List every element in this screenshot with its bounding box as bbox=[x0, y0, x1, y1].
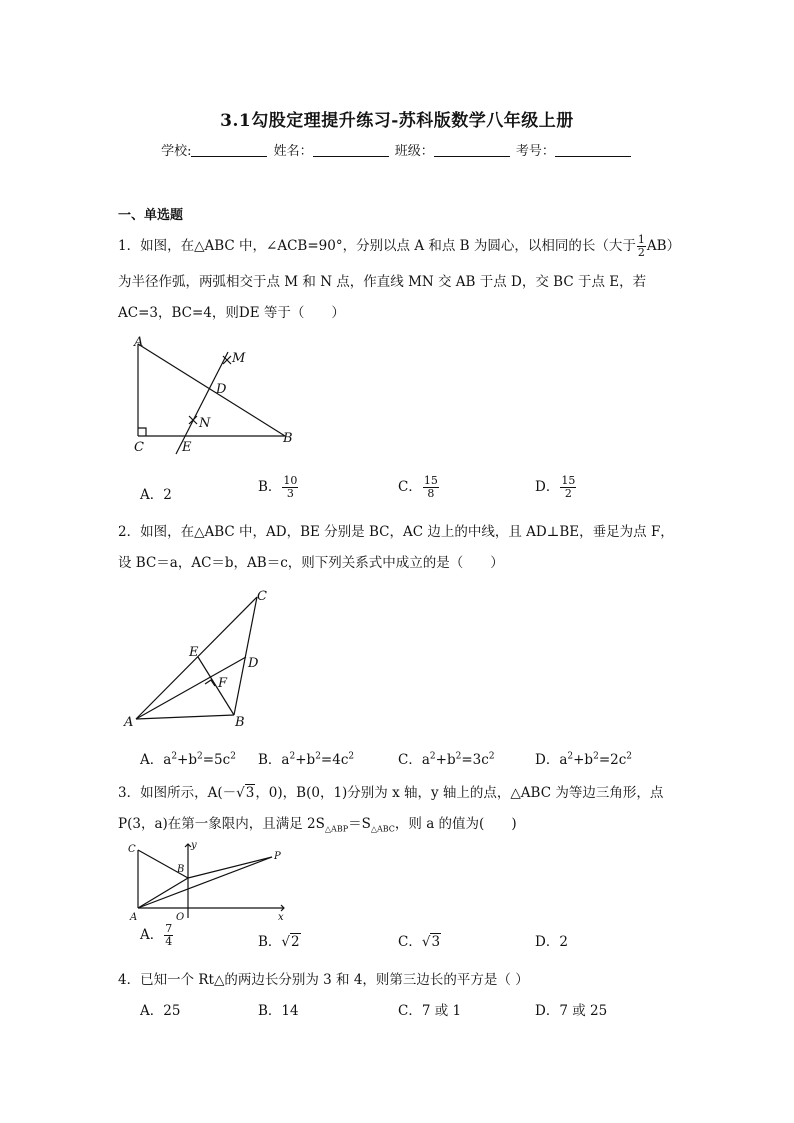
class-blank[interactable] bbox=[434, 144, 510, 157]
q3-line1-part-b: ，0)，B(0，1)分别为 x 轴，y 轴上的点，△ABC 为等边三角形，点 bbox=[255, 785, 664, 801]
q1-side-ab bbox=[138, 344, 285, 436]
q2-option-d-prefix: D． bbox=[535, 752, 560, 768]
q3-label-p: P bbox=[274, 851, 281, 862]
q2-option-a-exp1: 2 bbox=[171, 751, 178, 762]
q2-option-a-exp3: 2 bbox=[230, 751, 236, 762]
q1-option-c[interactable] bbox=[398, 475, 440, 500]
q1-option-c-prefix: C． bbox=[398, 479, 422, 495]
q2-median-be bbox=[198, 657, 234, 715]
q3-option-d[interactable] bbox=[535, 930, 568, 950]
q3-label-y: y bbox=[191, 840, 197, 851]
q3-line1 bbox=[118, 781, 663, 801]
q2-option-a-exp2: 2 bbox=[197, 751, 203, 762]
q3-option-d-value: 2 bbox=[559, 934, 568, 950]
q1-arc-mark-n bbox=[189, 416, 197, 424]
q3-line2-sub-abc: △ABC bbox=[370, 824, 395, 834]
q2-label-e: E bbox=[189, 645, 199, 660]
name-blank[interactable] bbox=[313, 144, 389, 157]
q2-line2: 设 BC＝a，AC＝b，AB＝c，则下列关系式中成立的是（ ） bbox=[118, 555, 504, 571]
q2-option-d-base: a bbox=[559, 752, 568, 768]
exam-no-label: 考号： bbox=[515, 144, 555, 159]
q3-line1-part-a: 3．如图所示，A(－ bbox=[118, 785, 237, 801]
q3-sqrt3-radicand: 3 bbox=[245, 785, 255, 801]
q1-line1 bbox=[118, 234, 680, 259]
q2-option-a[interactable] bbox=[140, 748, 236, 768]
q2-option-a-mid: +b bbox=[177, 752, 198, 768]
q4-option-b-value: 14 bbox=[281, 1003, 299, 1019]
q2-figure bbox=[120, 585, 280, 731]
q2-option-c-prefix: C． bbox=[398, 752, 422, 768]
q1-frac-num: 1 bbox=[637, 233, 645, 246]
q1-option-a[interactable] bbox=[140, 483, 172, 503]
q2-median-ad bbox=[136, 657, 246, 719]
q1-option-a-value: 2 bbox=[163, 487, 172, 503]
q2-option-d-mid: +b bbox=[573, 752, 594, 768]
q1-line3: AC=3，BC=4，则DE 等于（ ） bbox=[118, 305, 345, 321]
q1-label-c: C bbox=[134, 440, 144, 455]
q1-option-c-den: 8 bbox=[427, 487, 435, 500]
q2-option-b-mid: +b bbox=[295, 752, 316, 768]
q3-option-d-prefix: D． bbox=[535, 934, 560, 950]
q2-option-c-base: a bbox=[421, 752, 430, 768]
q3-option-c-sqrt: √3 bbox=[421, 934, 441, 950]
q1-option-a-prefix: A． bbox=[140, 487, 164, 503]
q3-line2-sub-abp: △ABP bbox=[324, 824, 349, 834]
q2-label-c: C bbox=[257, 589, 267, 604]
q3-line2-part-b: ＝S bbox=[348, 816, 371, 832]
q3-label-c: C bbox=[128, 844, 136, 855]
q2-line1: 2．如图，在△ABC 中，AD，BE 分别是 BC，AC 边上的中线，且 AD⊥BE，垂足为点 F， bbox=[118, 524, 674, 540]
q3-option-b-radicand: 2 bbox=[291, 934, 300, 950]
q3-option-a-prefix: A． bbox=[140, 927, 164, 943]
q1-line2: 为半径作弧，两弧相交于点 M 和 N 点，作直线 MN 交 AB 于点 D，交 BC 于点 E，若 bbox=[118, 274, 647, 290]
q3-sqrt3: √3 bbox=[236, 785, 255, 801]
q1-option-c-fraction bbox=[423, 475, 439, 500]
q2-option-c-exp3: 2 bbox=[488, 751, 495, 762]
q2-option-b-exp3: 2 bbox=[348, 751, 355, 762]
q1-label-b: B bbox=[283, 431, 293, 446]
q1-label-a: A bbox=[134, 335, 144, 350]
q1-option-d-fraction bbox=[560, 475, 576, 500]
q1-line-mn bbox=[176, 352, 228, 454]
q2-option-b-rhs: =4c bbox=[320, 752, 349, 768]
page-title: 3.1勾股定理提升练习-苏科版数学八年级上册 bbox=[220, 111, 574, 131]
q3-label-x: x bbox=[278, 912, 284, 922]
q1-option-c-num: 15 bbox=[423, 474, 438, 487]
q1-option-b-num: 10 bbox=[283, 474, 298, 487]
q4-option-a-value: 25 bbox=[163, 1003, 181, 1019]
q4-option-d-prefix: D． bbox=[535, 1003, 560, 1019]
q1-option-d-num: 15 bbox=[561, 474, 576, 487]
q3-option-a[interactable] bbox=[140, 923, 174, 948]
q1-option-b[interactable] bbox=[258, 475, 299, 500]
q1-figure bbox=[128, 332, 308, 458]
q1-option-d-den: 2 bbox=[564, 487, 572, 500]
q3-label-a: A bbox=[130, 912, 138, 922]
school-label: 学校: bbox=[161, 144, 192, 159]
q3-option-c-radicand: 3 bbox=[431, 934, 441, 950]
q4-option-d-value: 7 或 25 bbox=[559, 1003, 608, 1019]
q1-half-fraction bbox=[637, 234, 646, 259]
q3-option-c-prefix: C． bbox=[398, 934, 422, 950]
q1-line1-suffix: AB） bbox=[646, 238, 681, 254]
q2-option-a-prefix: A． bbox=[140, 752, 164, 768]
q3-segment-bp bbox=[188, 857, 272, 878]
q2-option-d-exp3: 2 bbox=[626, 751, 633, 762]
q3-label-b: B bbox=[177, 864, 185, 875]
q3-option-a-den: 4 bbox=[165, 935, 173, 948]
q2-option-d-rhs: =2c bbox=[598, 752, 627, 768]
q3-option-a-fraction bbox=[164, 923, 173, 948]
q2-option-a-base: a bbox=[163, 752, 172, 768]
q4-option-d[interactable] bbox=[535, 999, 607, 1019]
q3-option-c[interactable] bbox=[398, 930, 441, 950]
q2-option-d-exp1: 2 bbox=[567, 751, 574, 762]
q4-option-c-prefix: C． bbox=[398, 1003, 422, 1019]
q2-option-b-base: a bbox=[281, 752, 290, 768]
q1-label-m: M bbox=[232, 351, 246, 366]
q1-option-b-prefix: B． bbox=[258, 479, 282, 495]
q4-line1: 4．已知一个 Rt△的两边长分别为 3 和 4，则第三边长的平方是（ ） bbox=[118, 972, 529, 988]
q2-option-c-rhs: =3c bbox=[461, 752, 489, 768]
section-title: 一、单选题 bbox=[118, 208, 184, 223]
q2-option-b-prefix: B． bbox=[258, 752, 282, 768]
q2-option-d[interactable] bbox=[535, 748, 632, 768]
school-blank[interactable] bbox=[191, 144, 267, 157]
q2-label-b: B bbox=[235, 715, 245, 730]
q3-figure bbox=[124, 838, 290, 922]
q3-side-ab bbox=[138, 878, 188, 908]
q2-option-b-exp2: 2 bbox=[315, 751, 321, 762]
q3-option-b[interactable] bbox=[258, 930, 301, 950]
name-label: 姓名： bbox=[273, 144, 313, 159]
q2-label-d: D bbox=[248, 656, 259, 671]
q2-option-b[interactable] bbox=[258, 748, 354, 768]
q3-label-o: O bbox=[176, 912, 185, 922]
q2-option-c[interactable] bbox=[398, 748, 495, 768]
q2-option-c-mid: +b bbox=[435, 752, 456, 768]
q3-line2-part-c: ，则 a 的值为( ) bbox=[394, 816, 517, 832]
q3-option-b-sqrt: √2 bbox=[281, 934, 300, 950]
exam-no-blank[interactable] bbox=[555, 144, 631, 157]
q3-option-b-prefix: B． bbox=[258, 934, 282, 950]
q2-side-ab bbox=[136, 715, 234, 719]
q1-option-d-prefix: D． bbox=[535, 479, 560, 495]
q1-label-n: N bbox=[199, 416, 211, 431]
q4-option-a[interactable] bbox=[140, 999, 180, 1019]
q2-option-c-exp1: 2 bbox=[429, 751, 436, 762]
q4-option-c[interactable] bbox=[398, 999, 461, 1019]
q2-option-d-exp2: 2 bbox=[593, 751, 599, 762]
q2-label-f: F bbox=[218, 676, 228, 691]
q1-right-angle-mark bbox=[138, 428, 146, 436]
q4-option-b-prefix: B． bbox=[258, 1003, 282, 1019]
q3-line2 bbox=[118, 812, 517, 834]
q4-option-b[interactable] bbox=[258, 999, 299, 1019]
q1-option-b-fraction bbox=[282, 475, 298, 500]
q3-segment-ap bbox=[138, 857, 272, 908]
q1-label-d: D bbox=[216, 382, 227, 397]
q1-frac-den: 2 bbox=[637, 246, 645, 259]
q4-option-a-prefix: A． bbox=[140, 1003, 164, 1019]
class-label: 班级： bbox=[394, 144, 434, 159]
q2-option-a-rhs: =5c bbox=[202, 752, 231, 768]
q3-line2-part-a: P(3，a)在第一象限内，且满足 2S bbox=[118, 816, 325, 832]
q2-option-b-exp1: 2 bbox=[289, 751, 296, 762]
q2-label-a: A bbox=[124, 715, 134, 730]
q3-option-a-num: 7 bbox=[165, 922, 173, 935]
q1-label-e: E bbox=[182, 440, 192, 455]
q2-option-c-exp2: 2 bbox=[455, 751, 462, 762]
q1-option-b-den: 3 bbox=[286, 487, 294, 500]
q1-option-d[interactable] bbox=[535, 475, 577, 500]
q4-option-c-value: 7 或 1 bbox=[421, 1003, 462, 1019]
q1-line1-prefix: 1．如图，在△ABC 中，∠ACB=90°，分别以点 A 和点 B 为圆心，以相同的长（大于 bbox=[118, 238, 636, 254]
student-info-row bbox=[0, 140, 794, 159]
